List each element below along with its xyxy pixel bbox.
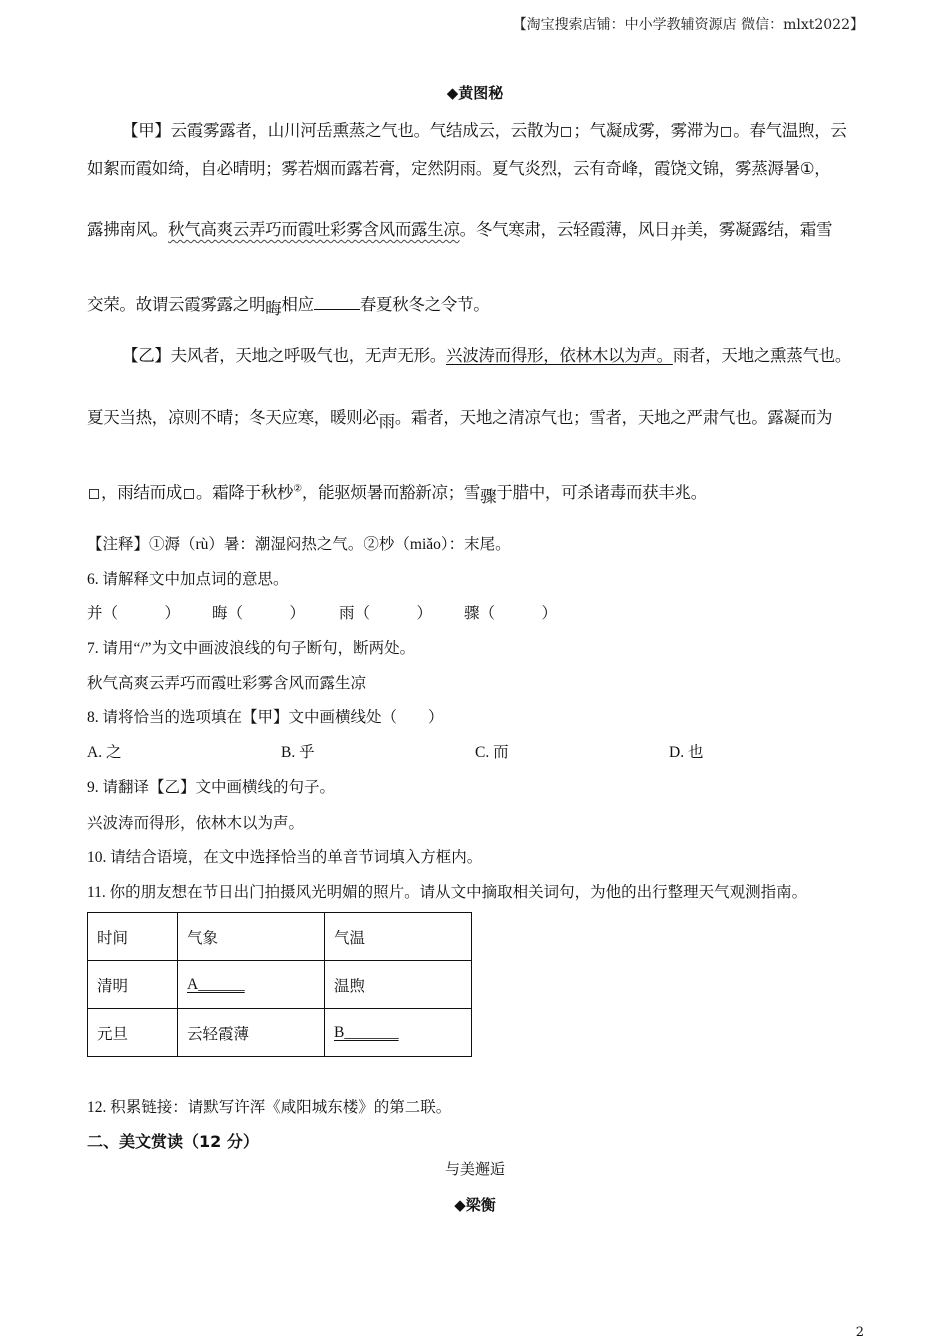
wavy-sentence: 秋气高爽云弄巧而霞吐彩雾含风而露生凉 [168, 220, 460, 239]
weather-guide-table [87, 912, 472, 1057]
q7-sentence: 秋气高爽云弄巧而霞吐彩雾含风而露生凉 [87, 675, 367, 692]
author-line: ◆黄图秘 [446, 84, 504, 102]
yi-text: 于腊中，可杀诸毒而获丰兆。 [496, 483, 707, 502]
question-11: 11. 你的朋友想在节日出门拍摄风光明媚的照片。请从文中摘取相关词句，为他的出行整理天气观测指南。 [87, 884, 808, 901]
table-header-cell: 气温 [325, 913, 472, 961]
yi-text: 。霜降于秋杪 [196, 483, 294, 502]
table-cell-blank-b[interactable] [325, 1009, 472, 1057]
notes: 【注释】①溽（rù）暑：潮湿闷热之气。②杪（miǎo）：末尾。 [87, 536, 511, 553]
table-cell-blank-a[interactable] [178, 961, 325, 1009]
jia-text: 相应 [281, 295, 314, 314]
yi-line-2 [87, 404, 833, 431]
dotted-word-hui: 晦 [265, 299, 282, 318]
q8-option-b[interactable]: B. 乎 [281, 744, 315, 761]
table-cell: 清明 [88, 961, 178, 1009]
question-9: 9. 请翻译【乙】文中画横线的句子。 [87, 779, 336, 796]
fill-blank-line[interactable] [314, 295, 360, 310]
yi-text: 。霜者，天地之清凉气也；雪者，天地之严肃气也。露凝而为 [394, 408, 833, 427]
jia-line-2: 如絮而霞如绮，自必晴明；雾若烟而露若膏，定然阴雨。夏气炎烈，云有奇峰，霞饶文锦，雾蒸溽暑①， [87, 159, 831, 178]
table-row [88, 961, 472, 1009]
jia-text: 春夏秋冬之令节。 [359, 295, 490, 314]
page-header-watermark: 【淘宝搜索店铺：中小学教辅资源店 微信：mlxt2022】 [512, 17, 864, 33]
question-7: 7. 请用“/”为文中画波浪线的句子断句，断两处。 [87, 640, 416, 657]
jia-text: 交荣。故谓云霞雾露之明 [87, 295, 266, 314]
q8-option-c[interactable]: C. 而 [475, 744, 509, 761]
footnote-mark-2: ② [293, 483, 302, 495]
fill-box-2[interactable] [721, 127, 731, 137]
question-12: 12. 积累链接：请默写许浑《咸阳城东楼》的第二联。 [87, 1099, 452, 1116]
table-header-cell: 时间 [88, 913, 178, 961]
essay-title: 与美邂逅 [444, 1160, 505, 1178]
jia-text: 露拂南风。 [87, 220, 169, 239]
q6-item-bing: 并（ ） [87, 605, 181, 622]
fill-box-4[interactable] [184, 489, 194, 499]
yi-line-1 [122, 342, 851, 366]
yi-text: ，能驱烦暑而豁新凉；雪 [301, 483, 481, 502]
yi-text: ，雨结而成 [101, 483, 183, 502]
yi-text: 【乙】夫风者，天地之呼吸气也，无声无形。 [122, 346, 447, 365]
q6-item-zhou: 骤（ ） [464, 605, 558, 622]
section-2-heading: 二、美文赏读（12 分） [87, 1132, 259, 1151]
q8-option-d[interactable]: D. 也 [669, 744, 704, 761]
q8-option-a[interactable]: A. 之 [87, 744, 122, 761]
yi-text: 雨者，天地之熏蒸气也。 [672, 346, 852, 365]
yi-text: 夏天当热，凉则不晴；冬天应寒，暖则必 [87, 408, 379, 427]
page-number: 2 [855, 1325, 864, 1340]
question-10: 10. 请结合语境，在文中选择恰当的单音节词填入方框内。 [87, 849, 483, 866]
q6-item-yu: 雨（ ） [339, 605, 433, 622]
table-cell: 温煦 [325, 961, 472, 1009]
underlined-sentence: 兴波涛而得形，依林木以为声。 [446, 346, 673, 365]
question-8: 8. 请将恰当的选项填在【甲】文中画横线处（ ） [87, 709, 444, 726]
table-cell: 元旦 [88, 1009, 178, 1057]
q9-sentence: 兴波涛而得形，依林木以为声。 [87, 815, 305, 832]
dotted-word-zhou: 骤 [480, 487, 497, 506]
jia-line-1 [122, 117, 847, 141]
jia-text: 。冬气寒肃，云轻霞薄，风日 [459, 220, 671, 239]
jia-text: 美，雾凝露结，霜雪 [686, 220, 833, 239]
jia-text: ；气凝成雾，雾滞为 [573, 121, 720, 140]
jia-text: 。春气温煦，云 [733, 121, 847, 140]
fill-box-1[interactable] [561, 127, 571, 137]
q6-item-hui: 晦（ ） [212, 605, 306, 622]
jia-line-3 [87, 216, 833, 243]
blank-b[interactable]: B_______ [334, 1023, 399, 1041]
jia-line-4 [87, 291, 490, 318]
table-cell: 云轻霞薄 [178, 1009, 325, 1057]
table-header-row [88, 913, 472, 961]
blank-a[interactable]: A______ [187, 975, 245, 993]
table-header-cell: 气象 [178, 913, 325, 961]
yi-line-3 [87, 479, 707, 506]
table-row [88, 1009, 472, 1057]
dotted-word-yu: 雨 [378, 412, 395, 431]
dotted-word-bing: 并 [670, 224, 687, 243]
fill-box-3[interactable] [89, 489, 99, 499]
essay-author: ◆梁衡 [454, 1196, 496, 1214]
jia-text: 【甲】云霞雾露者，山川河岳熏蒸之气也。气结成云，云散为 [122, 121, 560, 140]
question-6: 6. 请解释文中加点词的意思。 [87, 571, 289, 588]
